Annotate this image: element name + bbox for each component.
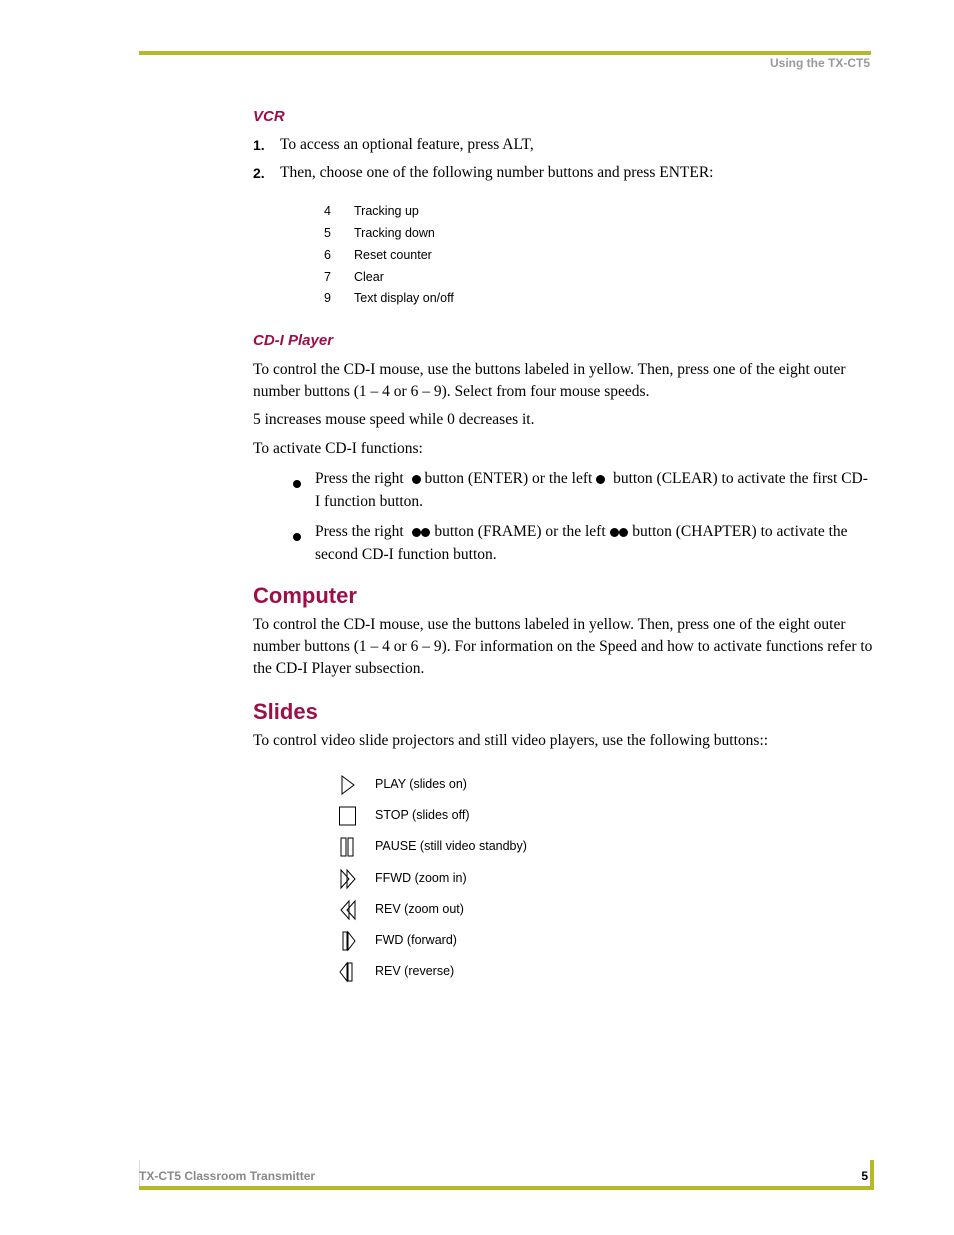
step-text: To access an optional feature, press ALT, xyxy=(280,136,534,153)
rev-icon xyxy=(338,899,358,921)
bullet-text: button (CHAPTER) to activate the xyxy=(632,523,848,540)
bullet-text: button (ENTER) or the left xyxy=(424,470,593,487)
slide-button-label: STOP (slides off) xyxy=(375,808,470,822)
bullet-item xyxy=(315,521,848,543)
paragraph: 5 increases mouse speed while 0 decreases it. xyxy=(253,411,535,428)
dot-icon xyxy=(596,470,605,487)
header-section-title: Using the TX-CT5 xyxy=(769,56,870,70)
cdi-heading: CD-I Player xyxy=(253,332,334,349)
double-dot-icon xyxy=(610,523,629,540)
paragraph: To activate CD-I functions: xyxy=(253,440,423,457)
slide-button-label: FWD (forward) xyxy=(375,933,457,947)
pause-icon xyxy=(338,836,358,858)
computer-heading: Computer xyxy=(253,583,357,608)
dot-icon xyxy=(412,470,421,487)
slide-button-label: PAUSE (still video standby) xyxy=(375,839,527,853)
slides-heading: Slides xyxy=(253,699,318,724)
bullet-text: second CD-I function button. xyxy=(315,546,497,563)
page-number: 5 xyxy=(861,1169,868,1183)
bullet-text: Press the right xyxy=(315,470,404,487)
bullet-marker xyxy=(293,475,301,493)
option-value: Text display on/off xyxy=(354,291,454,305)
slide-button-label: REV (reverse) xyxy=(375,964,455,978)
fwd-icon xyxy=(338,930,358,952)
slide-button-row xyxy=(338,899,598,923)
option-key: 4 xyxy=(324,204,331,218)
stop-icon xyxy=(338,805,358,827)
slide-button-row xyxy=(338,805,598,829)
slide-button-label: FFWD (zoom in) xyxy=(375,871,467,885)
paragraph: the CD-I Player subsection. xyxy=(253,660,425,677)
footer-title: TX-CT5 Classroom Transmitter xyxy=(139,1169,316,1183)
slide-button-label: REV (zoom out) xyxy=(375,902,464,916)
ffwd-icon xyxy=(338,868,358,890)
slide-button-label: PLAY (slides on) xyxy=(375,777,467,791)
slide-button-row xyxy=(338,961,598,985)
option-value: Tracking down xyxy=(354,226,435,240)
option-key: 5 xyxy=(324,226,331,240)
header-rule xyxy=(139,51,871,55)
step-text: Then, choose one of the following number buttons and press ENTER: xyxy=(280,164,714,181)
slide-button-row xyxy=(338,836,598,860)
step-number: 1. xyxy=(253,137,265,153)
paragraph: number buttons (1 – 4 or 6 – 9). Select from four mouse speeds. xyxy=(253,383,650,400)
option-key: 7 xyxy=(324,270,331,284)
bullet-text: I function button. xyxy=(315,493,424,510)
option-key: 6 xyxy=(324,248,331,262)
bullet-text: button (CLEAR) to activate the first CD- xyxy=(613,470,868,487)
option-value: Tracking up xyxy=(354,204,419,218)
bullet-item xyxy=(315,468,868,490)
slide-button-row xyxy=(338,930,598,954)
vcr-heading: VCR xyxy=(253,108,285,125)
option-value: Clear xyxy=(354,270,384,284)
bullet-text: button (FRAME) or the left xyxy=(434,523,606,540)
play-icon xyxy=(338,774,358,796)
paragraph: To control video slide projectors and still video players, use the following buttons:: xyxy=(253,732,769,749)
paragraph: number buttons (1 – 4 or 6 – 9). For information on the Speed and how to activate functions refer to xyxy=(253,638,873,655)
double-dot-icon xyxy=(412,523,431,540)
option-value: Reset counter xyxy=(354,248,432,262)
step-number: 2. xyxy=(253,165,265,181)
slide-button-row xyxy=(338,868,598,892)
paragraph: To control the CD-I mouse, use the buttons labeled in yellow. Then, press one of the eight outer xyxy=(253,616,846,633)
bullet-text: Press the right xyxy=(315,523,404,540)
paragraph: To control the CD-I mouse, use the buttons labeled in yellow. Then, press one of the eight outer xyxy=(253,361,846,378)
reverse-icon xyxy=(338,961,358,983)
footer-rule xyxy=(139,1186,874,1190)
slide-button-row xyxy=(338,774,598,798)
option-key: 9 xyxy=(324,291,331,305)
bullet-marker xyxy=(293,528,301,546)
